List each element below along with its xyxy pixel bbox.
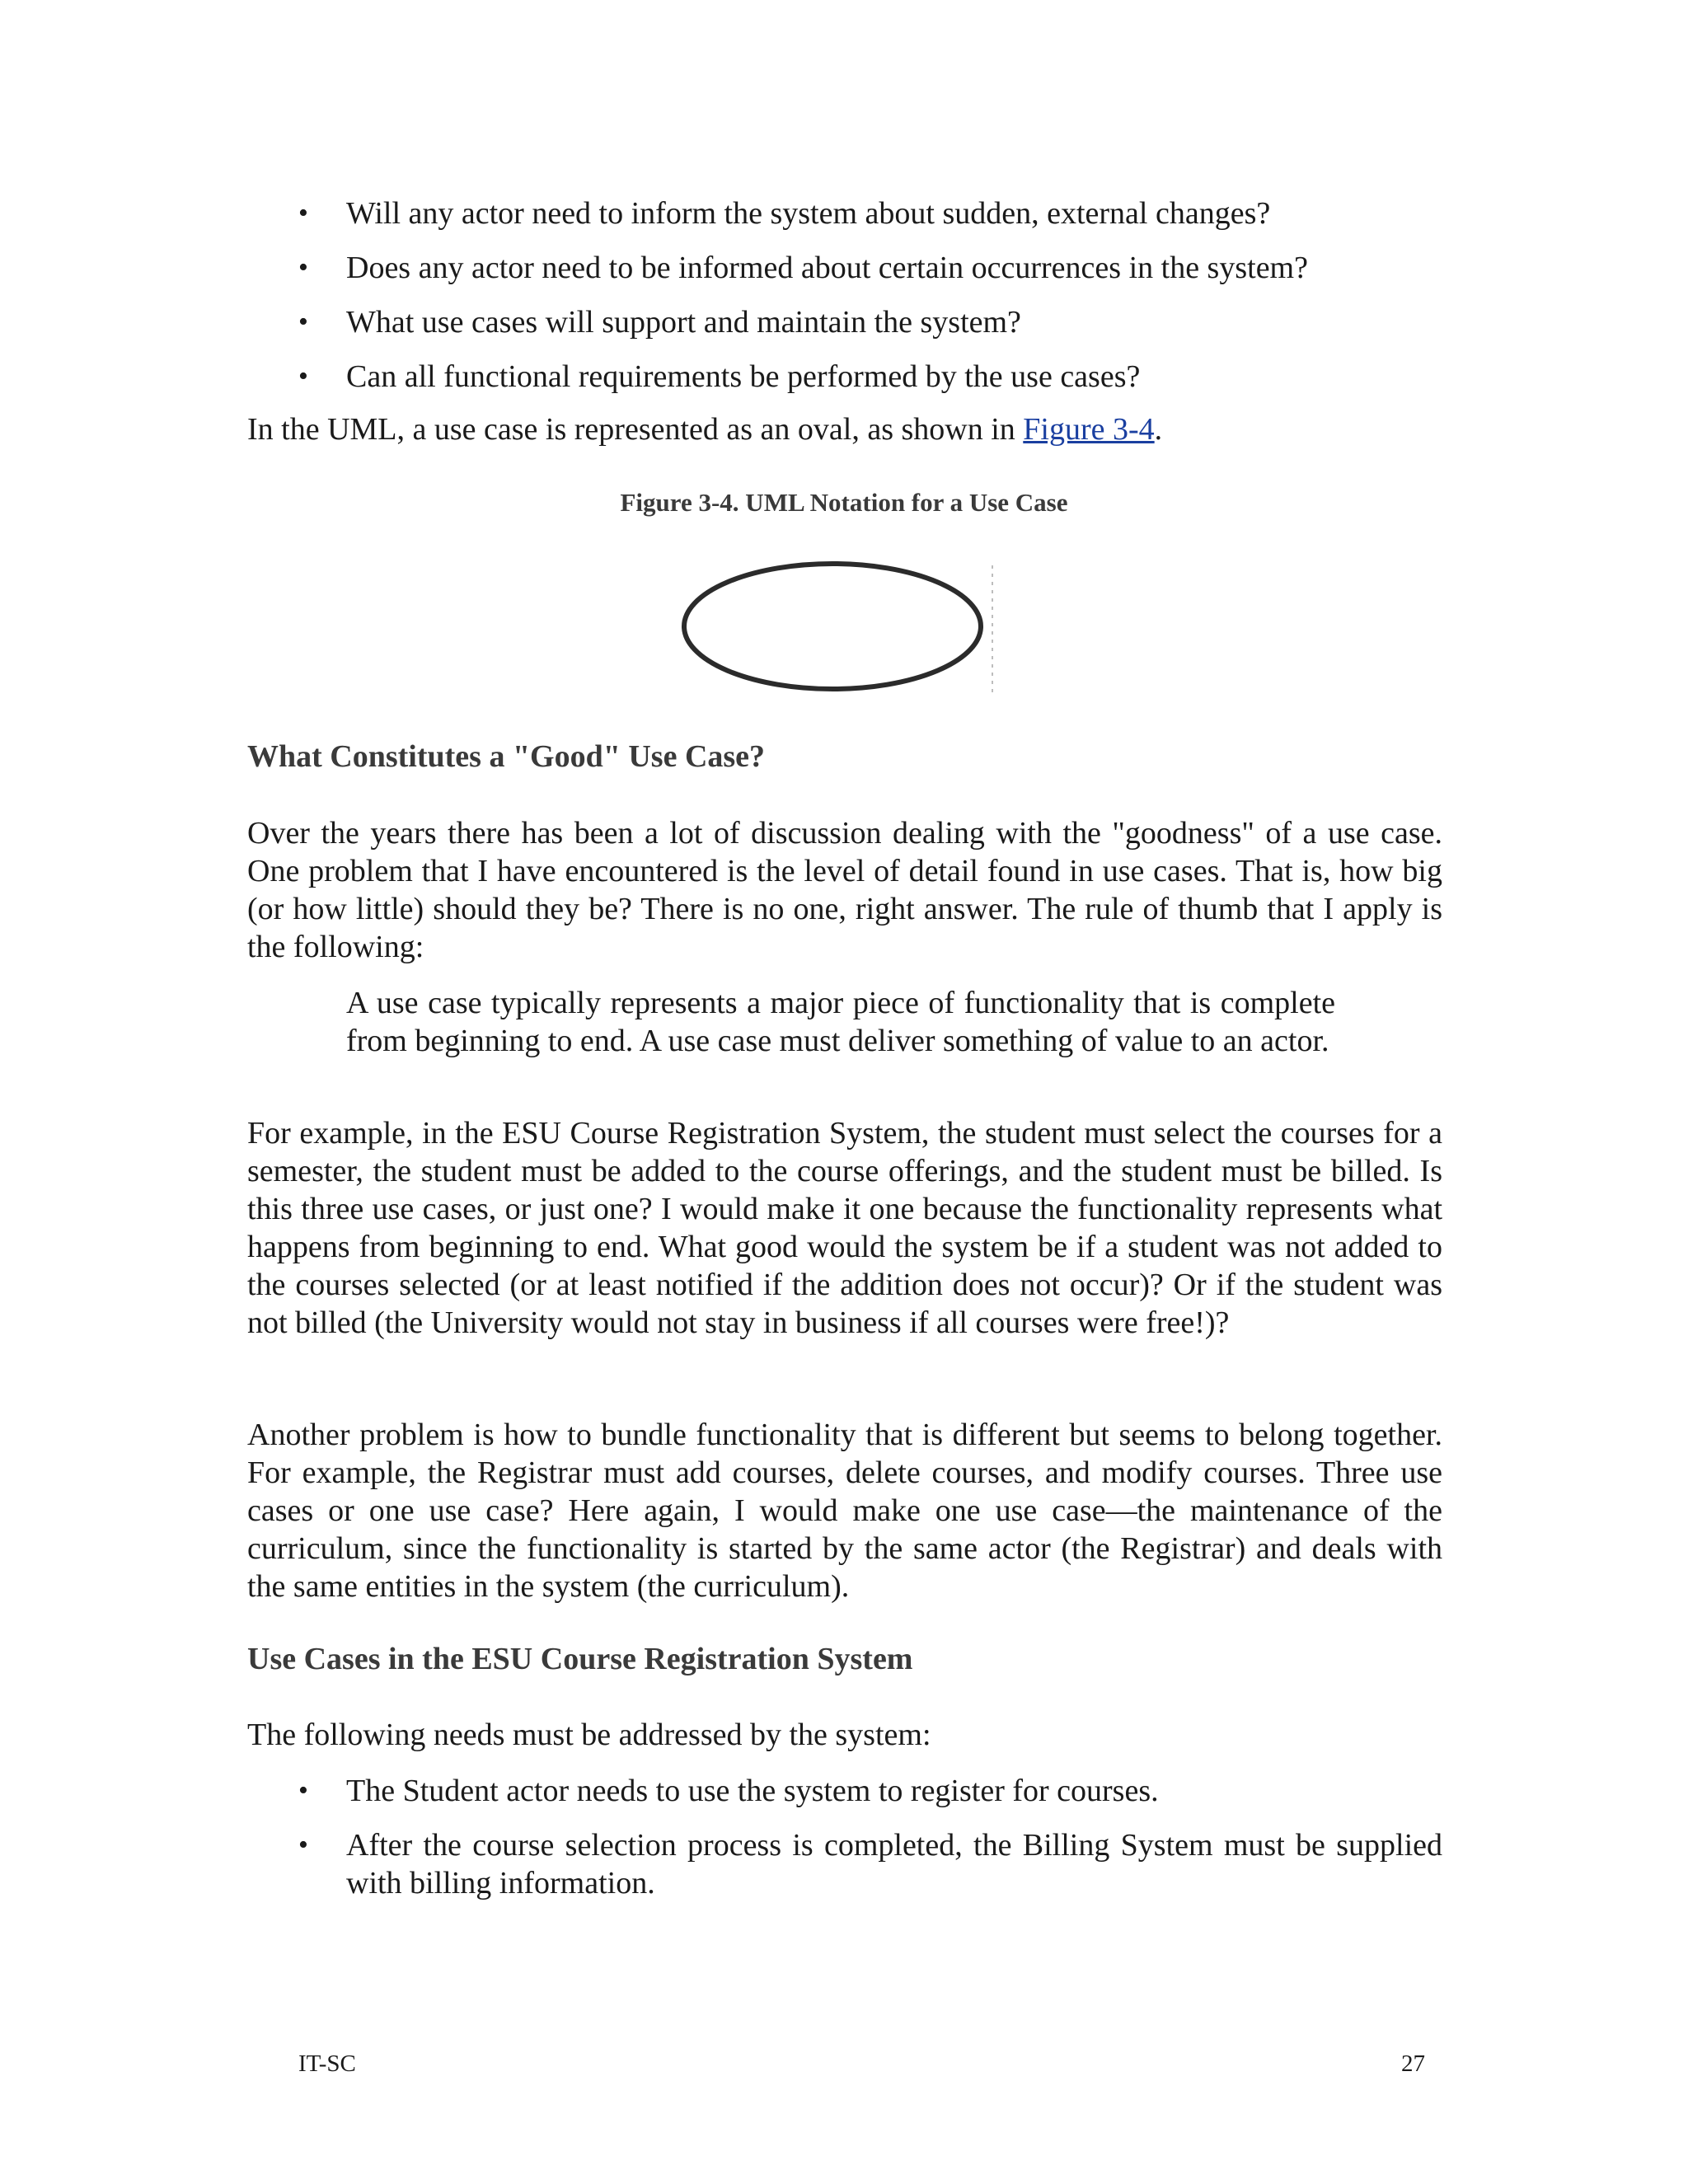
question-bullet-list (247, 194, 1442, 412)
paragraph-bundle: Another problem is how to bundle functionality that is different but seems to belong together. For example, the Registrar must add courses, delete courses, and modify courses. Three use cases or one use case? Here again, I would make one use case—the maintenance of the curriculum, since the functionality is started by the same actor (the Registrar) and deals with the same entities in the system (the curriculum). (247, 1418, 1442, 1604)
list-item: • The Student actor needs to use the system to register for courses. (298, 1774, 1159, 1808)
block-quote: A use case typically represents a major piece of functionality that is complete from beginning to end. A use case must deliver something of value to an actor. (346, 986, 1335, 1058)
page-number: 27 (1401, 2050, 1425, 2077)
list-item: • Does any actor need to be informed about certain occurrences in the system? (298, 251, 1308, 285)
bullet-icon: • (298, 252, 308, 283)
needs-bullet-list (247, 1772, 1442, 1919)
list-item: • Can all functional requirements be performed by the use cases? (298, 359, 1141, 394)
list-item: • What use cases will support and maintain the system? (298, 305, 1021, 340)
section-heading-good-use-case: What Constitutes a "Good" Use Case? (247, 739, 766, 774)
paragraph-example: For example, in the ESU Course Registration System, the student must select the courses for a semester, the student must be added to the course offerings, and the student must be billed. Is this three use cases, or just one? I would make it one because the functionality represents what happens from beginning to end. What good would the system be if a student was not added to the courses selected (or at least notified if the addition does not occur)? Or if the student was not billed (the University would not stay in business if all courses were free!)? (247, 1116, 1442, 1340)
figure-caption: Figure 3-4. UML Notation for a Use Case (620, 488, 1068, 517)
intro-paragraph: In the UML, a use case is represented as an oval, as shown in Figure 3-4. (247, 412, 1163, 447)
figure-3-4 (676, 554, 1006, 702)
list-item: • After the course selection process is completed, the Billing System must be supplied with billing information. (298, 1828, 1442, 1900)
bullet-icon: • (298, 1775, 308, 1806)
bullet-icon: • (298, 307, 308, 337)
paragraph-goodness: Over the years there has been a lot of discussion dealing with the "goodness" of a use case. One problem that I have encountered is the level of detail found in use cases. That is, how big (or how little) should they be? There is no one, right answer. The rule of thumb that I apply is the following: (247, 816, 1442, 964)
bullet-icon: • (298, 198, 308, 228)
figure-3-4-link[interactable]: Figure 3-4 (1023, 412, 1155, 447)
footer-label: IT-SC (298, 2050, 356, 2077)
section-heading-esu-use-cases: Use Cases in the ESU Course Registration System (247, 1642, 913, 1676)
paragraph-needs: The following needs must be addressed by the system: (247, 1718, 931, 1752)
list-item: • Will any actor need to inform the system about sudden, external changes? (298, 196, 1271, 231)
oval-icon (676, 554, 1006, 702)
bullet-icon: • (298, 1830, 308, 1860)
bullet-icon: • (298, 361, 308, 391)
